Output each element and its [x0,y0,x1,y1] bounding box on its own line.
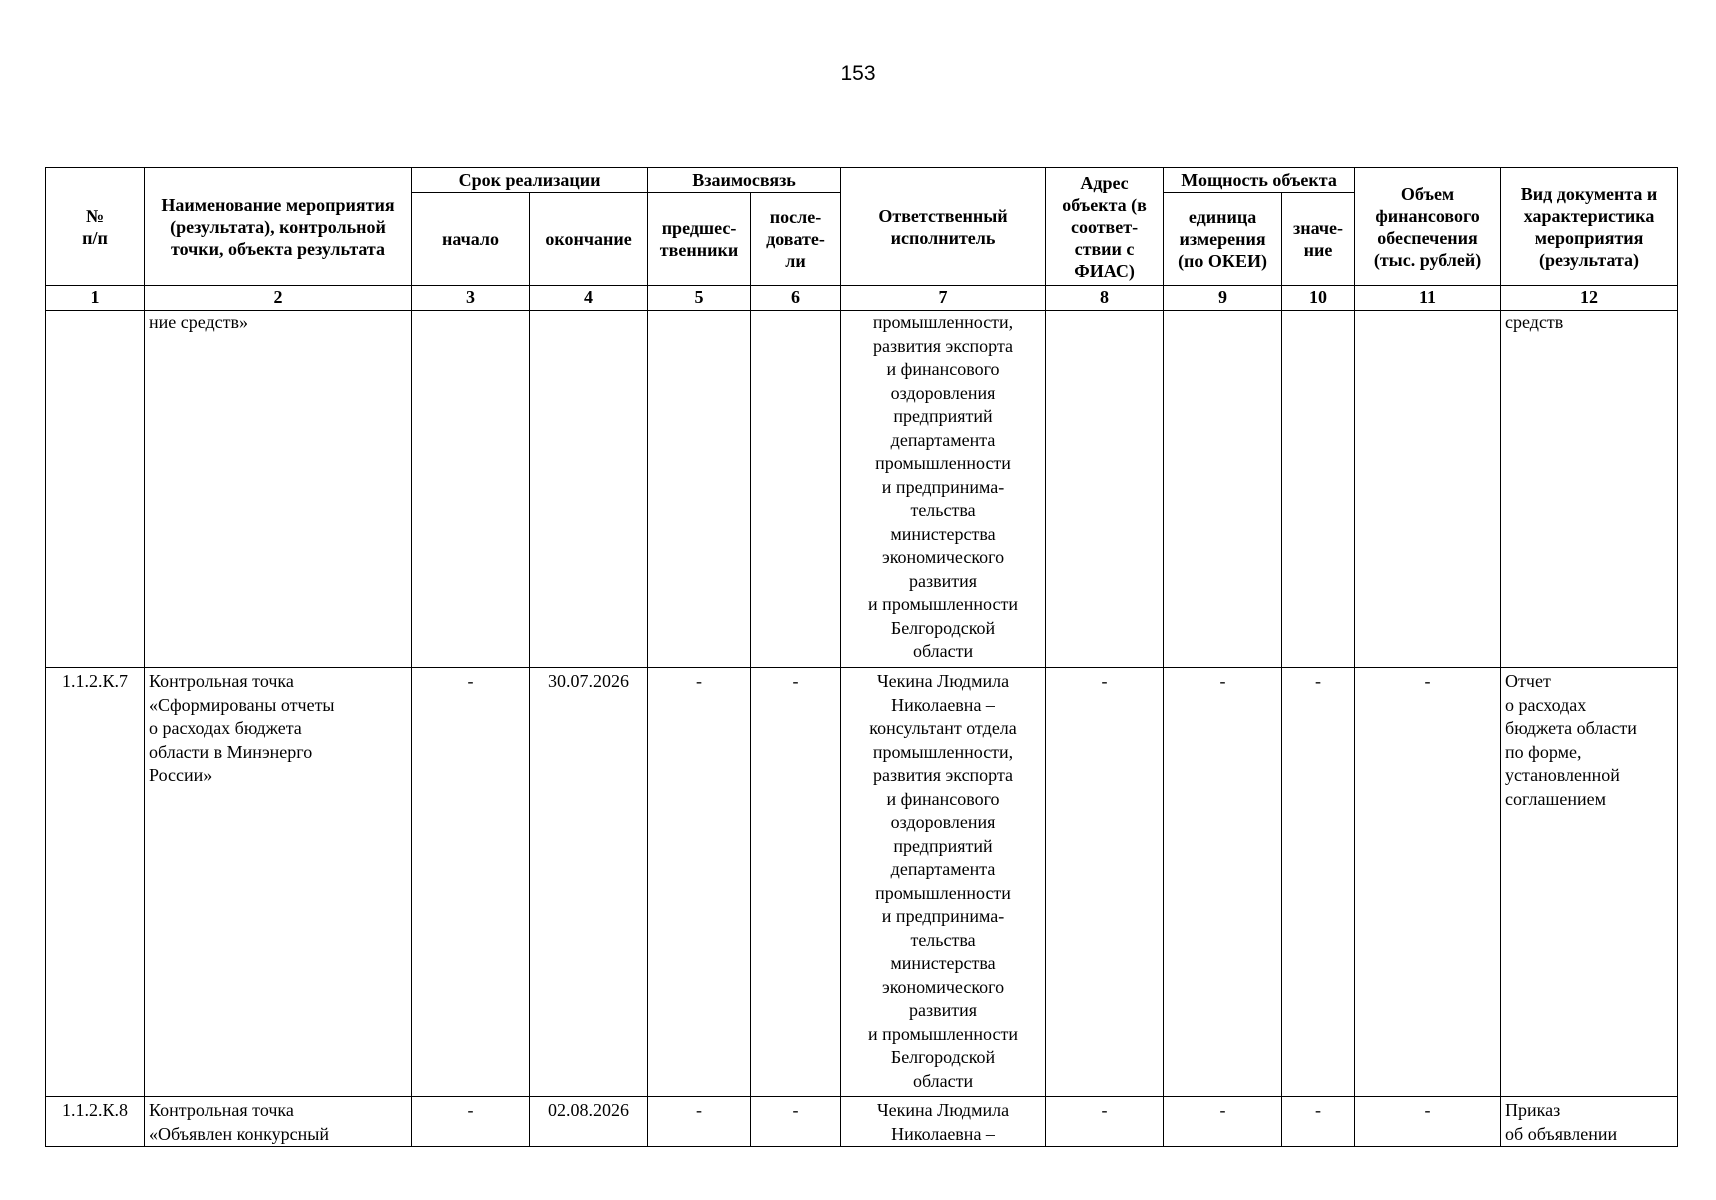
column-number: 1 [46,286,145,311]
cell-value: - [1282,1097,1355,1147]
cell-successors [751,311,841,668]
column-numbers-row [46,286,1678,311]
cell-num: 1.1.2.К.7 [46,668,145,1097]
cell-start [412,311,530,668]
cell-value: - [1282,668,1355,1097]
table-row [46,668,1678,1097]
column-number: 9 [1164,286,1282,311]
column-number: 11 [1355,286,1501,311]
cell-doc-type: Приказ об объявлении [1501,1097,1678,1147]
table-row [46,311,1678,668]
header-unit: единица измерения (по ОКЕИ) [1164,193,1282,286]
cell-unit [1164,311,1282,668]
cell-value [1282,311,1355,668]
cell-address: - [1046,668,1164,1097]
column-number: 8 [1046,286,1164,311]
cell-end [530,311,648,668]
column-number: 7 [841,286,1046,311]
cell-name: Контрольная точка «Сформированы отчеты о расходах бюджета области в Минэнерго России» [145,668,412,1097]
cell-doc-type: средств [1501,311,1678,668]
column-number: 2 [145,286,412,311]
cell-responsible: Чекина Людмила Николаевна – консультант отдела промышленности, развития экспорта и финансового оздоровления предприятий департамента промышленности и предпринима- тельства министерства экономического развития и промышленности Белгородской области [841,668,1046,1097]
header-name: Наименование мероприятия (результата), контрольной точки, объекта результата [145,168,412,286]
cell-doc-type: Отчет о расходах бюджета области по форме, установленной соглашением [1501,668,1678,1097]
cell-address [1046,311,1164,668]
header-address: Адрес объекта (в соответ- ствии с ФИАС) [1046,168,1164,286]
cell-funding: - [1355,668,1501,1097]
cell-responsible: Чекина Людмила Николаевна – [841,1097,1046,1147]
header-term-group: Срок реализации [412,168,648,193]
cell-name: Контрольная точка «Объявлен конкурсный [145,1097,412,1147]
header-responsible: Ответственный исполнитель [841,168,1046,286]
header-num: № п/п [46,168,145,286]
column-number: 5 [648,286,751,311]
cell-start: - [412,668,530,1097]
header-doc-type: Вид документа и характеристика мероприятия (результата) [1501,168,1678,286]
header-successors: после- довате- ли [751,193,841,286]
column-number: 10 [1282,286,1355,311]
header-value: значе- ние [1282,193,1355,286]
cell-unit: - [1164,668,1282,1097]
table-row [46,1097,1678,1147]
column-number: 3 [412,286,530,311]
cell-funding [1355,311,1501,668]
cell-predecessors: - [648,1097,751,1147]
header-predecessors: предшес- твенники [648,193,751,286]
cell-num [46,311,145,668]
column-number: 4 [530,286,648,311]
header-capacity-group: Мощность объекта [1164,168,1355,193]
cell-address: - [1046,1097,1164,1147]
cell-funding: - [1355,1097,1501,1147]
cell-unit: - [1164,1097,1282,1147]
activity-table [45,167,1678,1147]
cell-predecessors: - [648,668,751,1097]
header-end: окончание [530,193,648,286]
cell-successors: - [751,1097,841,1147]
column-number: 12 [1501,286,1678,311]
header-start: начало [412,193,530,286]
cell-start: - [412,1097,530,1147]
cell-name: ние средств» [145,311,412,668]
header-funding: Объем финансового обеспечения (тыс. рублей) [1355,168,1501,286]
cell-num: 1.1.2.К.8 [46,1097,145,1147]
column-number: 6 [751,286,841,311]
header-link-group: Взаимосвязь [648,168,841,193]
cell-end: 30.07.2026 [530,668,648,1097]
cell-responsible: промышленности, развития экспорта и финансового оздоровления предприятий департамента промышленности и предпринима- тельства министерства экономического развития и промышленности Белгородской области [841,311,1046,668]
cell-predecessors [648,311,751,668]
cell-successors: - [751,668,841,1097]
cell-end: 02.08.2026 [530,1097,648,1147]
page-number: 153 [840,62,876,85]
